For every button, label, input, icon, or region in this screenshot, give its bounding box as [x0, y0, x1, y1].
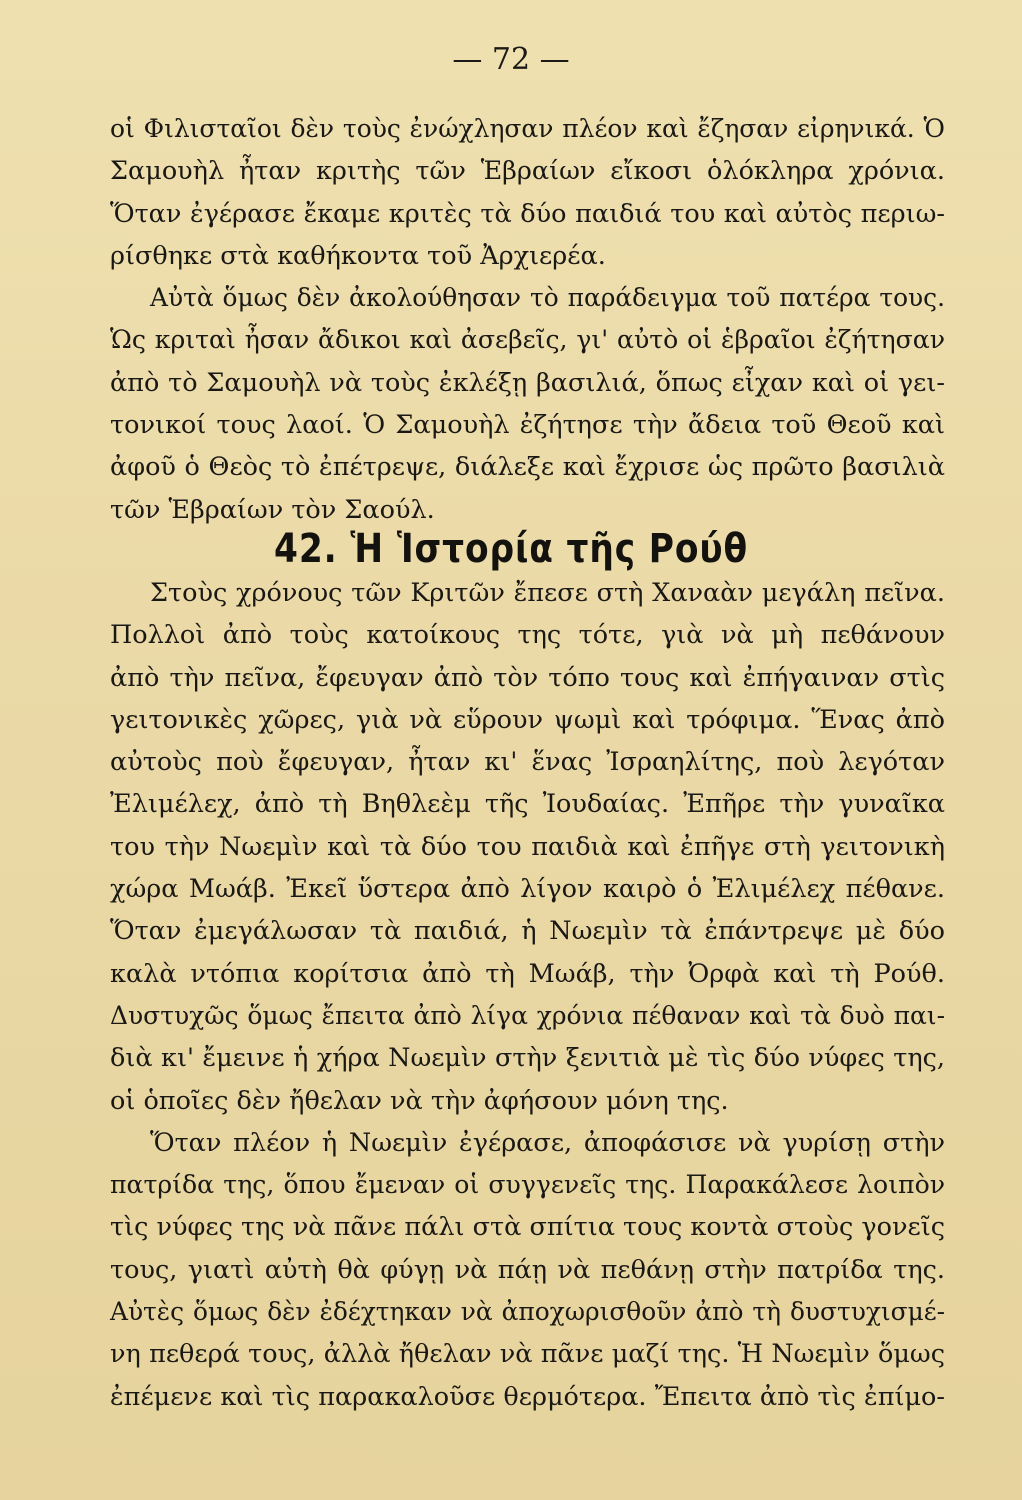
text-line: Ὡς κριταὶ ἦσαν ἄδικοι καὶ ἀσεβεῖς, γι' αὐτὸ οἱ ἑβραῖοι ἐζήτησαν: [110, 325, 945, 355]
text-line: νη πεθερά τους, ἀλλὰ ἤθελαν νὰ πᾶνε μαζί της. Ἡ Νωεμὶν ὅμως: [110, 1339, 945, 1370]
text-line: τὶς νύφες της νὰ πᾶνε πάλι στὰ σπίτια τους κοντὰ στοὺς γονεῖς: [110, 1212, 945, 1243]
text-line: Σαμουὴλ ἦταν κριτὴς τῶν Ἑβραίων εἴκοσι ὁλόκληρα χρόνια.: [110, 156, 945, 187]
text-line: διὰ κι' ἔμεινε ἡ χήρα Νωεμὶν στὴν ξενιτιὰ μὲ τὶς δύο νύφες της,: [110, 1043, 945, 1074]
text-line: αὐτοὺς ποὺ ἔφευγαν, ἦταν κι' ἕνας Ἰσραηλίτης, ποὺ λεγόταν: [110, 747, 945, 778]
text-line: Ἐλιμέλεχ, ἀπὸ τὴ Βηθλεὲμ τῆς Ἰουδαίας. Ἐπῆρε τὴν γυναῖκα: [110, 789, 945, 820]
text-line: Δυστυχῶς ὅμως ἔπειτα ἀπὸ λίγα χρόνια πέθαναν καὶ τὰ δυὸ παι-: [110, 1000, 945, 1030]
paragraph-block-2: [110, 572, 945, 1418]
text-line: ἀφοῦ ὁ Θεὸς τὸ ἐπέτρεψε, διάλεξε καὶ ἔχρισε ὡς πρῶτο βασιλιὰ: [110, 452, 945, 483]
text-line: καλὰ ντόπια κορίτσια ἀπὸ τὴ Μωάβ, τὴν Ὀρφὰ καὶ τὴ Ρούθ.: [110, 958, 945, 989]
text-line: τῶν Ἑβραίων τὸν Σαούλ.: [110, 494, 435, 525]
text-line: πατρίδα της, ὅπου ἔμεναν οἱ συγγενεῖς της. Παρακάλεσε λοιπὸν: [110, 1170, 945, 1200]
text-line: Ὅταν ἐμεγάλωσαν τὰ παιδιά, ἡ Νωεμὶν τὰ ἐπάντρεψε μὲ δύο: [110, 916, 945, 947]
text-line: Στοὺς χρόνους τῶν Κριτῶν ἔπεσε στὴ Χαναὰν μεγάλη πεῖνα.: [150, 578, 945, 608]
text-line: Ὅταν ἐγέρασε ἔκαμε κριτὲς τὰ δύο παιδιά του καὶ αὐτὸς περιω-: [110, 198, 945, 229]
paragraph-block-1: [110, 108, 945, 531]
text-line: Ὅταν πλέον ἡ Νωεμὶν ἐγέρασε, ἀποφάσισε νὰ γυρίσῃ στὴν: [150, 1127, 945, 1158]
text-line: Πολλοὶ ἀπὸ τοὺς κατοίκους της τότε, γιὰ νὰ μὴ πεθάνουν: [110, 620, 945, 651]
text-line: οἱ Φιλισταῖοι δὲν τοὺς ἐνώχλησαν πλέον καὶ ἔζησαν εἰρηνικά. Ὁ: [110, 114, 945, 143]
text-line: ἀπὸ τὸ Σαμουὴλ νὰ τοὺς ἐκλέξῃ βασιλιά, ὅπως εἶχαν καὶ οἱ γει-: [110, 367, 945, 398]
section-heading: 42. Ἡ Ἱστορία τῆς Ρούθ: [274, 526, 748, 572]
text-line: γειτονικὲς χῶρες, γιὰ νὰ εὕρουν ψωμὶ καὶ τρόφιμα. Ἕνας ἀπὸ: [110, 704, 945, 735]
page-number: — 72 —: [452, 42, 570, 77]
text-line: χώρα Μωάβ. Ἐκεῖ ὕστερα ἀπὸ λίγον καιρὸ ὁ Ἐλιμέλεχ πέθανε.: [110, 874, 945, 905]
text-line: Αὐτὰ ὅμως δὲν ἀκολούθησαν τὸ παράδειγμα τοῦ πατέρα τους.: [150, 283, 945, 313]
text-line: ρίσθηκε στὰ καθήκοντα τοῦ Ἀρχιερέα.: [110, 240, 606, 271]
text-line: ἀπὸ τὴν πεῖνα, ἔφευγαν ἀπὸ τὸν τόπο τους καὶ ἐπήγαιναν στὶς: [110, 662, 945, 693]
text-line: ἐπέμενε καὶ τὶς παρακαλοῦσε θερμότερα. Ἔπειτα ἀπὸ τὶς ἐπίμο-: [110, 1381, 945, 1412]
text-line: τονικοί τους λαοί. Ὁ Σαμουὴλ ἐζήτησε τὴν ἄδεια τοῦ Θεοῦ καὶ: [110, 410, 945, 441]
text-line: οἱ ὁποῖες δὲν ἤθελαν νὰ τὴν ἀφήσουν μόνη της.: [110, 1085, 729, 1116]
text-line: Αὐτὲς ὅμως δὲν ἐδέχτηκαν νὰ ἀποχωρισθοῦν ἀπὸ τὴ δυστυχισμέ-: [110, 1297, 945, 1327]
text-line: τους, γιατὶ αὐτὴ θὰ φύγῃ νὰ πάῃ νὰ πεθάνῃ στὴν πατρίδα της.: [110, 1254, 945, 1285]
text-line: του τὴν Νωεμὶν καὶ τὰ δύο του παιδιὰ καὶ ἐπῆγε στὴ γειτονικὴ: [110, 831, 945, 862]
